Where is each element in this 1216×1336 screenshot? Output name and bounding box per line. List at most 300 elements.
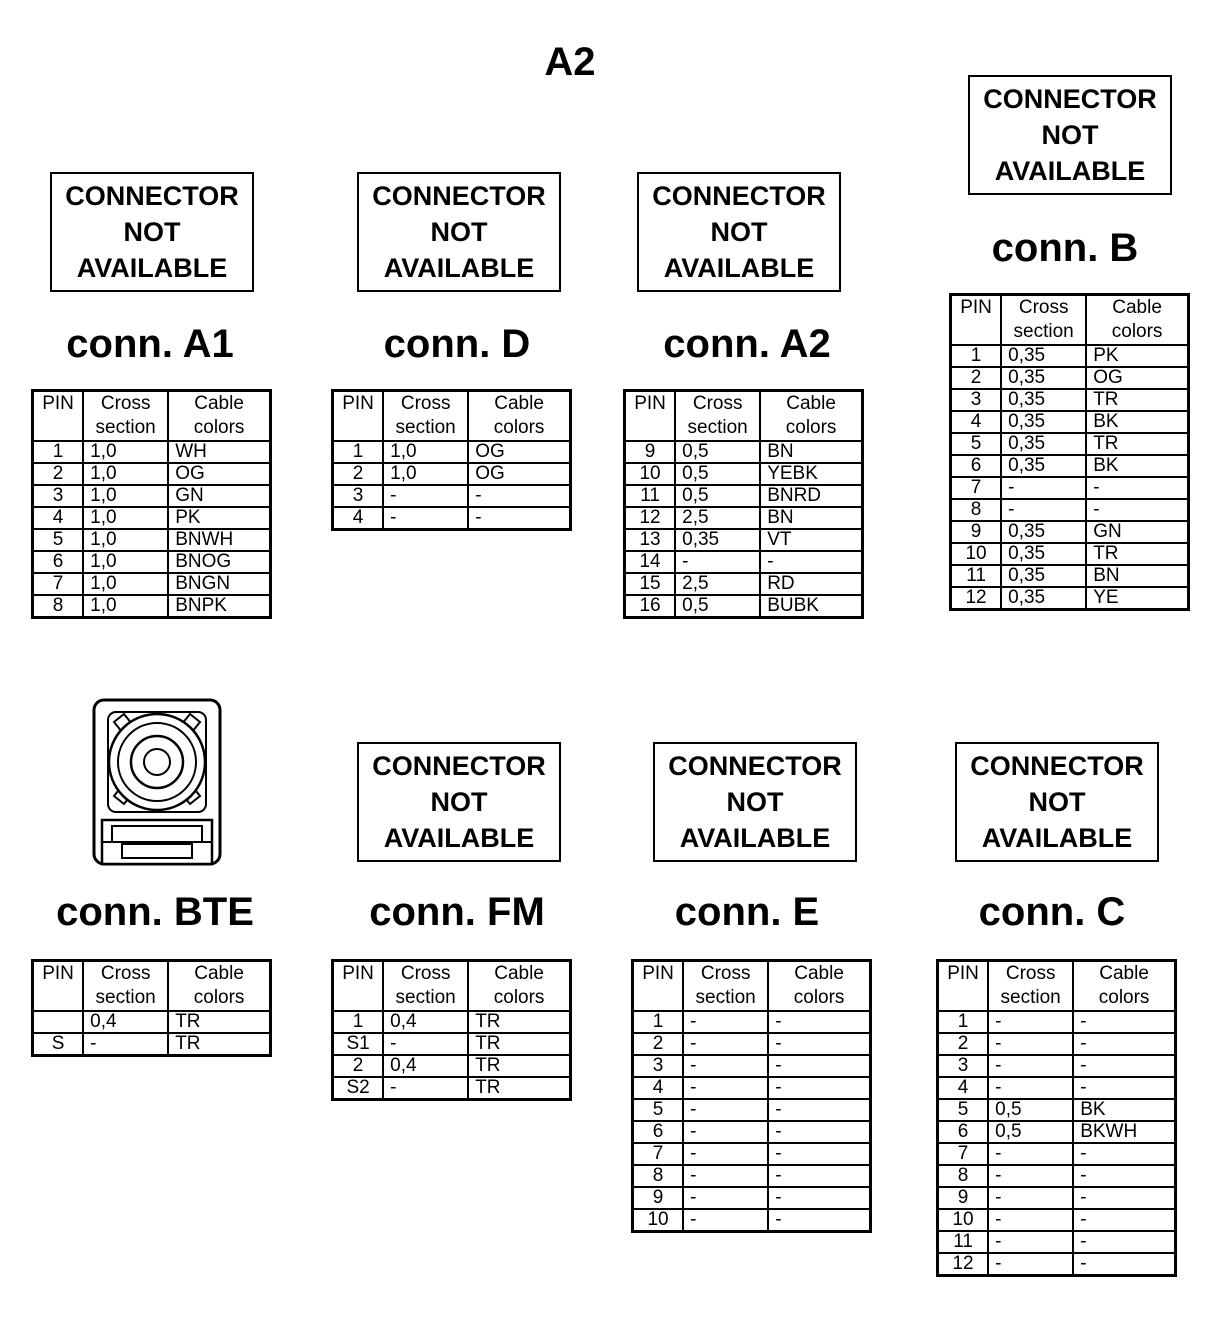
cable-color-cell: OG — [468, 463, 570, 485]
cross-section-cell: 0,5 — [675, 595, 760, 618]
pin-cell: 1 — [33, 441, 84, 463]
pin-cell: 3 — [951, 389, 1002, 411]
cable-color-cell: BK — [1073, 1099, 1175, 1121]
cross-section-cell: - — [383, 485, 468, 507]
pin-cell: 9 — [633, 1187, 684, 1209]
cable-color-cell: - — [1073, 1253, 1175, 1276]
cross-section-cell: - — [683, 1077, 768, 1099]
header-pin: PIN — [333, 391, 384, 442]
pin-cell: 1 — [333, 441, 384, 463]
table-row — [33, 1011, 271, 1033]
cross-section-cell: 0,4 — [383, 1011, 468, 1033]
header-line: section — [687, 417, 748, 438]
header-cross-section — [383, 391, 468, 442]
cable-color-cell: PK — [1086, 345, 1188, 367]
cable-color-cell: - — [1086, 499, 1188, 521]
pin-cell: 8 — [938, 1165, 989, 1187]
pin-cell: 10 — [633, 1209, 684, 1232]
header-pin: PIN — [333, 961, 384, 1012]
na-box-e — [653, 742, 857, 862]
header-cable-colors — [468, 961, 570, 1012]
table-row — [33, 529, 271, 551]
cross-section-cell: 0,4 — [383, 1055, 468, 1077]
table-row — [938, 1011, 1176, 1033]
na-line: CONNECTOR — [372, 181, 546, 211]
header-line: colors — [493, 417, 545, 438]
na-box-a2 — [637, 172, 841, 292]
cross-section-cell: - — [988, 1209, 1073, 1231]
na-line: CONNECTOR — [65, 181, 239, 211]
cross-section-cell: - — [683, 1143, 768, 1165]
cross-section-cell: - — [988, 1033, 1073, 1055]
conn-title-b: conn. B — [991, 226, 1139, 270]
pin-cell: 3 — [33, 485, 84, 507]
conn-title-a1: conn. A1 — [66, 322, 234, 366]
cross-section-cell: 1,0 — [83, 507, 168, 529]
pin-cell: 4 — [951, 411, 1002, 433]
table-row — [625, 485, 863, 507]
cable-color-cell: OG — [468, 441, 570, 463]
header-line: Cable — [786, 393, 836, 414]
cable-color-cell: - — [1073, 1033, 1175, 1055]
cross-section-cell: 0,5 — [675, 485, 760, 507]
table-row — [333, 485, 571, 507]
pin-table-a2 — [623, 389, 864, 619]
conn-title-d: conn. D — [383, 322, 531, 366]
header-line: Cross — [1018, 297, 1069, 318]
table-row — [951, 543, 1189, 565]
pin-cell: S2 — [333, 1077, 384, 1100]
na-line: NOT — [1041, 120, 1099, 150]
pin-table-d — [331, 389, 572, 531]
pin-cell: 6 — [633, 1121, 684, 1143]
header-line: colors — [193, 987, 245, 1008]
cable-color-cell: - — [768, 1121, 870, 1143]
cross-section-cell: 0,35 — [1001, 543, 1086, 565]
table-row — [938, 1231, 1176, 1253]
header-pin: PIN — [625, 391, 676, 442]
header-line: colors — [785, 417, 837, 438]
table-row — [625, 595, 863, 618]
pin-cell: 4 — [333, 507, 384, 530]
cable-color-cell: PK — [168, 507, 270, 529]
pin-cell: 2 — [33, 463, 84, 485]
pin-cell: 3 — [333, 485, 384, 507]
table-header-row — [33, 961, 271, 1012]
pin-cell: 2 — [951, 367, 1002, 389]
table-row — [951, 433, 1189, 455]
header-pin: PIN — [938, 961, 989, 1012]
table-row — [633, 1165, 871, 1187]
cross-section-cell: 0,35 — [1001, 565, 1086, 587]
conn-title-c: conn. C — [978, 890, 1126, 934]
pin-cell: 2 — [938, 1033, 989, 1055]
cable-color-cell: - — [768, 1033, 870, 1055]
pin-cell — [33, 1011, 84, 1033]
cable-color-cell: BK — [1086, 411, 1188, 433]
cross-section-cell: 0,5 — [988, 1121, 1073, 1143]
pin-cell: S1 — [333, 1033, 384, 1055]
pin-cell: 15 — [625, 573, 676, 595]
cross-section-cell: - — [988, 1077, 1073, 1099]
cable-color-cell: - — [468, 485, 570, 507]
na-line: NOT — [1028, 787, 1086, 817]
pin-table-e — [631, 959, 872, 1233]
pin-cell: 2 — [333, 463, 384, 485]
table-row — [33, 595, 271, 618]
table-row — [938, 1121, 1176, 1143]
table-row — [625, 507, 863, 529]
table-row — [33, 463, 271, 485]
table-row — [951, 411, 1189, 433]
cable-color-cell: - — [1073, 1209, 1175, 1231]
cable-color-cell: OG — [168, 463, 270, 485]
cross-section-cell: - — [683, 1099, 768, 1121]
table-row — [633, 1033, 871, 1055]
na-line: CONNECTOR — [668, 751, 842, 781]
pin-cell: 13 — [625, 529, 676, 551]
na-box-b — [968, 75, 1172, 195]
table-row — [938, 1253, 1176, 1276]
na-line: AVAILABLE — [76, 253, 228, 283]
cable-color-cell: - — [1073, 1077, 1175, 1099]
na-line: CONNECTOR — [970, 751, 1144, 781]
cross-section-cell: 0,35 — [1001, 411, 1086, 433]
pin-cell: 8 — [633, 1165, 684, 1187]
table-row — [938, 1165, 1176, 1187]
cross-section-cell: 1,0 — [83, 595, 168, 618]
na-line: NOT — [430, 217, 488, 247]
pin-cell: 8 — [33, 595, 84, 618]
cable-color-cell: GN — [168, 485, 270, 507]
cable-color-cell: VT — [760, 529, 862, 551]
table-row — [625, 463, 863, 485]
table-header-row — [333, 391, 571, 442]
cross-section-cell: - — [675, 551, 760, 573]
header-pin: PIN — [33, 391, 84, 442]
cross-section-cell: 1,0 — [83, 463, 168, 485]
header-pin: PIN — [33, 961, 84, 1012]
pin-cell: 5 — [938, 1099, 989, 1121]
cable-color-cell: - — [760, 551, 862, 573]
pin-cell: 8 — [951, 499, 1002, 521]
pin-cell: 10 — [951, 543, 1002, 565]
conn-title-a2: conn. A2 — [663, 322, 831, 366]
pin-cell: 5 — [33, 529, 84, 551]
cross-section-cell: 0,5 — [675, 463, 760, 485]
pin-cell: 1 — [333, 1011, 384, 1033]
cross-section-cell: - — [988, 1165, 1073, 1187]
cable-color-cell: BKWH — [1073, 1121, 1175, 1143]
na-line: AVAILABLE — [679, 823, 831, 853]
header-cross-section — [675, 391, 760, 442]
cable-color-cell: - — [1073, 1055, 1175, 1077]
table-row — [333, 1055, 571, 1077]
pin-cell: 7 — [633, 1143, 684, 1165]
cable-color-cell: - — [1073, 1143, 1175, 1165]
cross-section-cell: - — [683, 1055, 768, 1077]
pin-table-a1 — [31, 389, 272, 619]
table-row — [633, 1055, 871, 1077]
table-header-row — [633, 961, 871, 1012]
cross-section-cell: - — [988, 1011, 1073, 1033]
table-row — [333, 441, 571, 463]
cable-color-cell: BK — [1086, 455, 1188, 477]
cable-color-cell: BNWH — [168, 529, 270, 551]
header-line: Cross — [692, 393, 743, 414]
table-row — [33, 485, 271, 507]
header-line: Cross — [400, 393, 451, 414]
pin-cell: 14 — [625, 551, 676, 573]
cross-section-cell: 0,5 — [675, 441, 760, 463]
pin-cell: 5 — [951, 433, 1002, 455]
conn-title-fm: conn. FM — [369, 890, 545, 934]
cable-color-cell: BN — [760, 507, 862, 529]
header-cable-colors — [1086, 295, 1188, 346]
cross-section-cell: 1,0 — [83, 529, 168, 551]
cross-section-cell: 0,5 — [988, 1099, 1073, 1121]
cross-section-cell: - — [683, 1187, 768, 1209]
na-line: AVAILABLE — [994, 156, 1146, 186]
pin-cell: 12 — [938, 1253, 989, 1276]
cable-color-cell: TR — [1086, 389, 1188, 411]
cross-section-cell: - — [683, 1209, 768, 1232]
pin-cell: 12 — [951, 587, 1002, 610]
header-line: section — [95, 417, 156, 438]
header-cable-colors — [168, 391, 270, 442]
table-row — [938, 1187, 1176, 1209]
header-cable-colors — [168, 961, 270, 1012]
table-header-row — [951, 295, 1189, 346]
header-line: colors — [1111, 321, 1163, 342]
header-pin: PIN — [951, 295, 1002, 346]
table-row — [938, 1143, 1176, 1165]
header-line: Cable — [194, 393, 244, 414]
header-line: Cross — [100, 963, 151, 984]
table-row — [33, 507, 271, 529]
pin-cell: 3 — [938, 1055, 989, 1077]
page-title: A2 — [544, 40, 596, 84]
table-row — [633, 1187, 871, 1209]
cross-section-cell: - — [83, 1033, 168, 1056]
table-row — [633, 1143, 871, 1165]
conn-title-e: conn. E — [674, 890, 820, 934]
pin-cell: 6 — [938, 1121, 989, 1143]
cross-section-cell: 0,35 — [1001, 455, 1086, 477]
cable-color-cell: - — [768, 1165, 870, 1187]
na-line: AVAILABLE — [663, 253, 815, 283]
pin-cell: 2 — [633, 1033, 684, 1055]
pin-cell: 4 — [33, 507, 84, 529]
na-box-c — [955, 742, 1159, 862]
table-row — [951, 389, 1189, 411]
cable-color-cell: BNOG — [168, 551, 270, 573]
cable-color-cell: TR — [468, 1055, 570, 1077]
header-line: Cable — [1099, 963, 1149, 984]
cable-color-cell: BN — [760, 441, 862, 463]
pin-cell: 1 — [938, 1011, 989, 1033]
cable-color-cell: - — [468, 507, 570, 530]
header-line: Cross — [1005, 963, 1056, 984]
na-line: NOT — [710, 217, 768, 247]
table-row — [951, 499, 1189, 521]
cross-section-cell: 0,35 — [1001, 345, 1086, 367]
header-line: Cable — [794, 963, 844, 984]
pin-cell: 3 — [633, 1055, 684, 1077]
header-line: colors — [193, 417, 245, 438]
pin-cell: 7 — [938, 1143, 989, 1165]
table-row — [938, 1209, 1176, 1231]
pin-cell: 6 — [951, 455, 1002, 477]
header-line: colors — [793, 987, 845, 1008]
cross-section-cell: 0,35 — [675, 529, 760, 551]
pin-table-b — [949, 293, 1190, 611]
table-row — [938, 1033, 1176, 1055]
na-line: AVAILABLE — [383, 823, 535, 853]
table-row — [625, 573, 863, 595]
pin-cell: 9 — [951, 521, 1002, 543]
cable-color-cell: BNPK — [168, 595, 270, 618]
header-cross-section — [683, 961, 768, 1012]
na-line: AVAILABLE — [981, 823, 1133, 853]
cable-color-cell: - — [768, 1187, 870, 1209]
cross-section-cell: - — [988, 1143, 1073, 1165]
pin-cell: 6 — [33, 551, 84, 573]
pin-cell: 11 — [625, 485, 676, 507]
cable-color-cell: - — [768, 1055, 870, 1077]
pin-cell: 9 — [938, 1187, 989, 1209]
table-row — [633, 1121, 871, 1143]
cable-color-cell: TR — [1086, 543, 1188, 565]
pin-table-bte — [31, 959, 272, 1057]
table-row — [938, 1077, 1176, 1099]
na-line: CONNECTOR — [372, 751, 546, 781]
table-row — [938, 1055, 1176, 1077]
header-line: Cross — [700, 963, 751, 984]
table-row — [633, 1077, 871, 1099]
pin-cell: 7 — [951, 477, 1002, 499]
cross-section-cell: - — [383, 507, 468, 530]
header-line: colors — [493, 987, 545, 1008]
pin-cell: 11 — [951, 565, 1002, 587]
cross-section-cell: - — [683, 1121, 768, 1143]
header-line: Cross — [400, 963, 451, 984]
cable-color-cell: - — [768, 1011, 870, 1033]
cross-section-cell: 1,0 — [383, 441, 468, 463]
cross-section-cell: - — [683, 1033, 768, 1055]
pin-cell: 12 — [625, 507, 676, 529]
cable-color-cell: GN — [1086, 521, 1188, 543]
cable-color-cell: RD — [760, 573, 862, 595]
table-header-row — [33, 391, 271, 442]
table-row — [333, 1033, 571, 1055]
pin-cell: 1 — [951, 345, 1002, 367]
header-line: Cable — [1112, 297, 1162, 318]
cable-color-cell: - — [768, 1077, 870, 1099]
header-line: section — [1013, 321, 1074, 342]
table-row — [625, 441, 863, 463]
header-cross-section — [1001, 295, 1086, 346]
na-line: NOT — [430, 787, 488, 817]
table-row — [633, 1209, 871, 1232]
cable-color-cell: TR — [468, 1077, 570, 1100]
pin-table-fm — [331, 959, 572, 1101]
pin-cell: 10 — [625, 463, 676, 485]
header-cross-section — [83, 961, 168, 1012]
cable-color-cell: TR — [168, 1011, 270, 1033]
pin-cell: 10 — [938, 1209, 989, 1231]
cable-color-cell: OG — [1086, 367, 1188, 389]
na-box-a1 — [50, 172, 254, 292]
cable-color-cell: TR — [1086, 433, 1188, 455]
pin-cell: 9 — [625, 441, 676, 463]
cable-color-cell: TR — [168, 1033, 270, 1056]
cross-section-cell: - — [988, 1187, 1073, 1209]
conn-title-bte: conn. BTE — [56, 890, 254, 934]
table-header-row — [625, 391, 863, 442]
cable-color-cell: - — [768, 1209, 870, 1232]
table-row — [938, 1099, 1176, 1121]
cross-section-cell: - — [383, 1033, 468, 1055]
header-line: Cross — [100, 393, 151, 414]
header-cross-section — [383, 961, 468, 1012]
header-line: section — [95, 987, 156, 1008]
cable-color-cell: TR — [468, 1011, 570, 1033]
cross-section-cell: 1,0 — [383, 463, 468, 485]
table-row — [33, 441, 271, 463]
cable-color-cell: WH — [168, 441, 270, 463]
header-line: section — [395, 987, 456, 1008]
table-row — [333, 1011, 571, 1033]
table-header-row — [333, 961, 571, 1012]
cross-section-cell: 1,0 — [83, 551, 168, 573]
cross-section-cell: 0,4 — [83, 1011, 168, 1033]
cable-color-cell: - — [1073, 1231, 1175, 1253]
cross-section-cell: - — [988, 1253, 1073, 1276]
bte-connector-icon — [92, 698, 222, 866]
table-row — [625, 529, 863, 551]
cross-section-cell: 0,35 — [1001, 433, 1086, 455]
cross-section-cell: 1,0 — [83, 441, 168, 463]
header-cable-colors — [768, 961, 870, 1012]
pin-cell: 16 — [625, 595, 676, 618]
table-row — [951, 521, 1189, 543]
na-line: NOT — [123, 217, 181, 247]
cross-section-cell: - — [383, 1077, 468, 1100]
cable-color-cell: YEBK — [760, 463, 862, 485]
header-cable-colors — [1073, 961, 1175, 1012]
table-row — [951, 477, 1189, 499]
header-line: colors — [1098, 987, 1150, 1008]
cable-color-cell: - — [768, 1143, 870, 1165]
cross-section-cell: 0,35 — [1001, 521, 1086, 543]
header-line: section — [395, 417, 456, 438]
table-header-row — [938, 961, 1176, 1012]
na-line: AVAILABLE — [383, 253, 535, 283]
pin-cell: 4 — [938, 1077, 989, 1099]
cable-color-cell: BNGN — [168, 573, 270, 595]
cross-section-cell: - — [1001, 477, 1086, 499]
header-cable-colors — [468, 391, 570, 442]
header-line: Cable — [194, 963, 244, 984]
table-row — [333, 463, 571, 485]
na-line: CONNECTOR — [652, 181, 826, 211]
pin-table-c — [936, 959, 1177, 1277]
cross-section-cell: 1,0 — [83, 485, 168, 507]
cross-section-cell: - — [683, 1165, 768, 1187]
header-line: Cable — [494, 393, 544, 414]
na-box-fm — [357, 742, 561, 862]
